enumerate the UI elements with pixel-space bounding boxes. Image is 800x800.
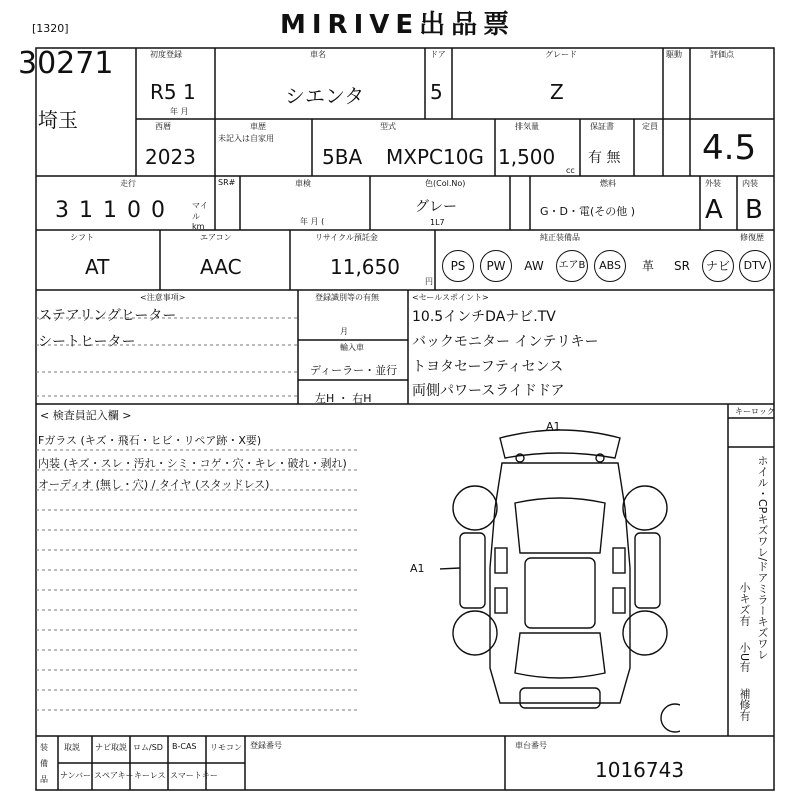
label-recycle: リサイクル預託金 — [315, 233, 378, 242]
label-inspection: 車検 — [295, 179, 311, 188]
label-displacement: 排気量 — [515, 122, 539, 131]
footer-reg-label: 登録番号 — [250, 741, 282, 750]
model-prefix: 5BA — [322, 145, 363, 169]
damage-mark-front: A1 — [546, 420, 561, 433]
color: グレー — [415, 199, 457, 215]
caution-item-1: ステアリングヒーター — [38, 308, 177, 324]
label-score: 評価点 — [710, 50, 734, 59]
side-text-small-u: 小U有 — [738, 642, 751, 673]
side-text-wheel: ホイル・CPキズワレ/ドアミラーキズワレ — [756, 455, 769, 661]
recycle-unit: 円 — [425, 277, 433, 286]
aircon: AAC — [200, 255, 242, 279]
displacement: 1,500 — [498, 145, 556, 169]
label-grade: グレード — [545, 50, 577, 59]
sales-point-1: 10.5インチDAナビ.TV — [412, 309, 556, 325]
label-drive: 駆動 — [666, 50, 682, 59]
mileage-unit: マイル km — [192, 201, 208, 231]
transfer-label: 登録識別等の有無 — [315, 293, 379, 302]
color-code: 1L7 — [430, 218, 445, 227]
transfer-month: 月 — [340, 327, 348, 336]
label-fuel: 燃料 — [600, 179, 616, 188]
inspector-label: < 検査員記入欄 > — [40, 409, 132, 422]
equipment-abs: ABS — [594, 250, 626, 282]
footer-bcas: B-CAS — [172, 742, 197, 751]
label-mileage: 走行 — [120, 179, 136, 188]
equipment-leather: 革 — [641, 259, 654, 273]
inspector-line-interior: 内装 (キズ・スレ・汚れ・シミ・コゲ・穴・キレ・破れ・剥れ) — [38, 457, 347, 470]
region: 埼玉 — [38, 108, 78, 132]
label-doors: ドア — [430, 50, 446, 59]
label-year: 西暦 — [155, 122, 171, 131]
footer-navi-manual: ナビ取説 — [95, 743, 127, 752]
equipment-aw: AW — [524, 259, 544, 273]
equipment-sunroof: SR — [674, 259, 690, 273]
sales-point-3: トヨタセーフティセンス — [412, 359, 564, 375]
sales-point-2: バックモニター インテリキー — [412, 334, 599, 350]
side-text-repair: 補修有 — [738, 688, 751, 721]
fuel: G・D・電(その他 ) — [540, 205, 636, 218]
score-handwritten: 4.5 — [702, 128, 757, 168]
interior-grade: B — [745, 195, 763, 225]
label-repair-history: 修復歴 — [740, 233, 764, 242]
lot-small: [1320] — [32, 22, 69, 35]
equipment-pw: PW — [480, 250, 512, 282]
equipment-ps: PS — [442, 250, 474, 282]
footer-number: ナンバー — [60, 771, 92, 780]
displacement-unit: cc — [566, 166, 575, 175]
caution-label: <注意事項> — [140, 293, 186, 302]
car-diagram — [440, 418, 680, 738]
sales-point-4: 両側パワースライドドア — [412, 383, 565, 399]
shift: AT — [85, 255, 110, 279]
caution-item-2: シートヒーター — [38, 334, 136, 350]
inspector-line-glass: Fガラス (キズ・飛石・ヒビ・リペア跡・X要) — [38, 434, 262, 447]
label-warranty: 保証書 — [590, 122, 614, 131]
damage-mark-side: A1 — [410, 562, 425, 575]
recycle-fee: 11,650 — [330, 255, 400, 279]
chassis-number: 1016743 — [595, 758, 685, 782]
label-first-reg: 初度登録 — [150, 50, 182, 59]
inspection: 年 月 ( — [300, 217, 325, 226]
label-exterior: 外装 — [705, 179, 721, 188]
model-code: MXPC10G — [386, 145, 484, 169]
equipment-airbag: エアB — [556, 250, 588, 282]
first-reg: R5 1 — [150, 80, 196, 104]
footer-rom: ロム/SD — [133, 743, 163, 752]
exterior-grade: A — [705, 195, 723, 225]
footer-smart-key: スマートキー — [170, 771, 218, 780]
label-history: 車歴 — [250, 122, 266, 131]
doors: 5 — [430, 80, 443, 104]
lot-number: 30271 — [18, 46, 114, 81]
mileage: 31100 — [55, 198, 175, 223]
first-reg-units: 年 月 — [170, 107, 189, 116]
label-interior: 内装 — [742, 179, 758, 188]
label-aircon: エアコン — [200, 233, 232, 242]
warranty: 有 無 — [588, 150, 621, 166]
steering-side: 左H ・ 右H — [315, 392, 372, 405]
equipment-dtv: DTV — [739, 250, 771, 282]
year: 2023 — [145, 145, 196, 169]
equipment-navi: ナビ — [702, 250, 734, 282]
label-capacity: 定員 — [642, 122, 658, 131]
sales-label: <セールスポイント> — [412, 293, 489, 302]
label-color: 色(Col.No) — [425, 179, 466, 188]
footer-remote: リモコン — [210, 743, 242, 752]
key-lock: キーロック — [735, 407, 775, 416]
grade: Z — [550, 80, 564, 104]
car-name: シエンタ — [285, 84, 365, 108]
label-sr: SR# — [218, 178, 236, 187]
history-note: 未記入は自家用 — [218, 134, 274, 143]
footer-manual: 取説 — [64, 743, 80, 752]
footer-chassis-label: 車台番号 — [515, 741, 547, 750]
dealer: ディーラー・並行 — [310, 364, 398, 377]
label-shift: シフト — [70, 233, 94, 242]
side-text-small-scratch: 小キズ有 — [738, 582, 751, 626]
label-equipment: 純正装備品 — [540, 233, 580, 242]
footer-spare-key: スペアキー — [94, 771, 134, 780]
label-model: 型式 — [380, 122, 396, 131]
import-label: 輸入車 — [340, 343, 364, 352]
footer-side-label: 装備品 — [40, 743, 48, 784]
sheet-title: MIRIVE出品票 — [280, 10, 516, 40]
inspector-line-audio: オーディオ (無し・穴) / タイヤ (スタッドレス) — [38, 478, 270, 491]
label-car-name: 車名 — [310, 50, 326, 59]
footer-keyless: キーレス — [134, 771, 166, 780]
